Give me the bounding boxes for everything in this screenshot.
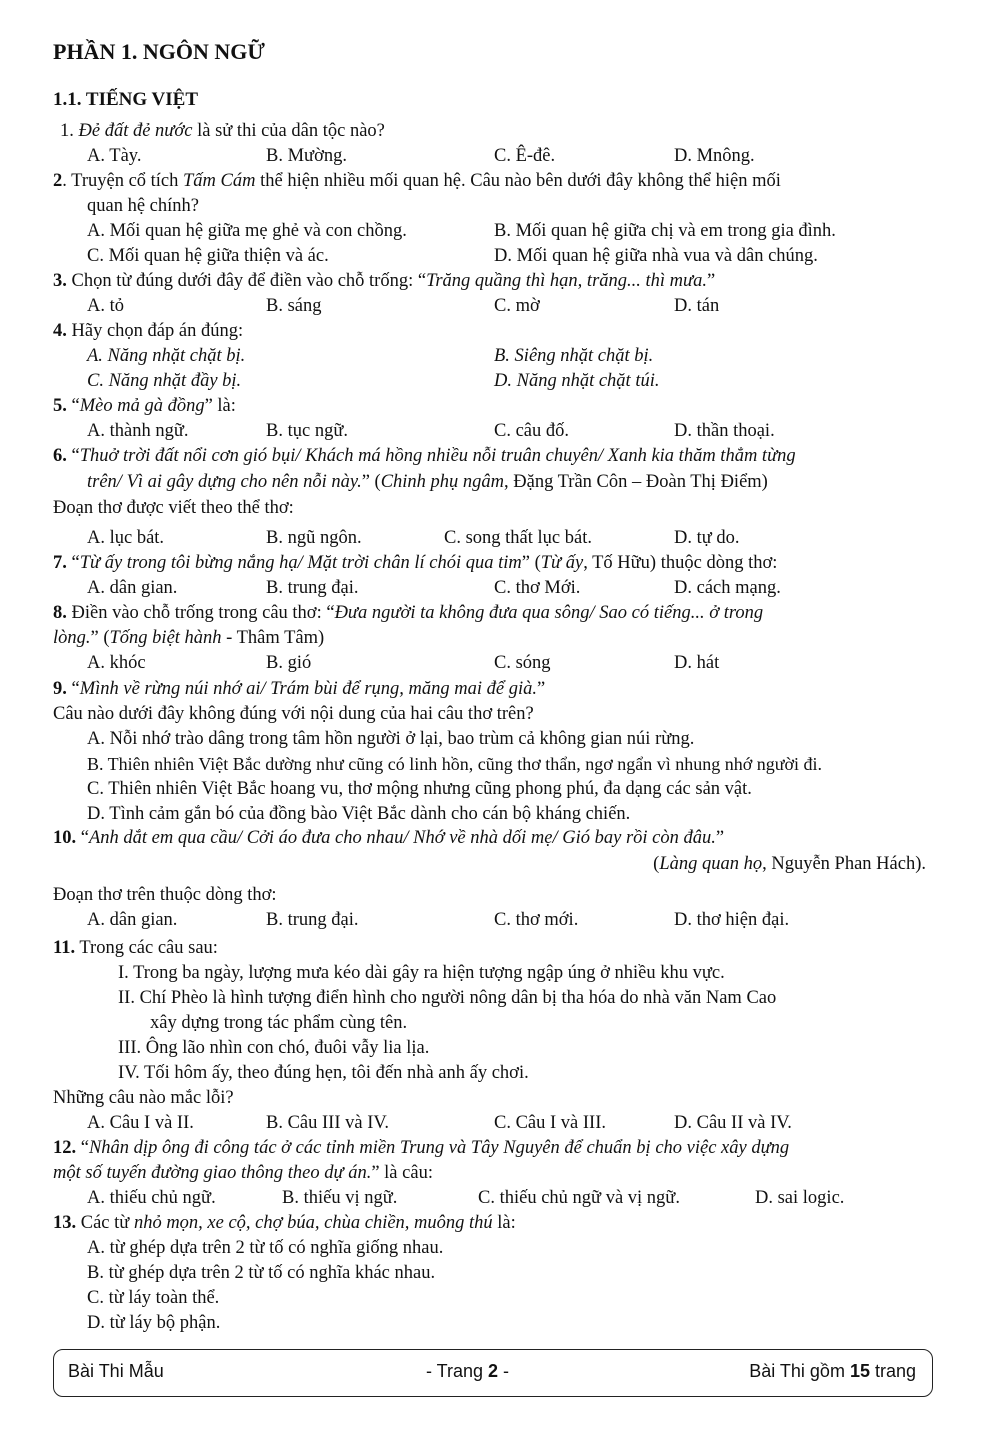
question-9-prompt: Câu nào dưới đây không đúng với nội dung của hai câu thơ trên? [53,704,534,724]
q1-option-b: B. Mường. [266,146,347,166]
q12-option-d: D. sai logic. [755,1188,845,1208]
question-12-line2: một số tuyến đường giao thông theo dự án.” là câu: [53,1163,433,1183]
question-2-line2: quan hệ chính? [87,196,199,216]
q3-option-b: B. sáng [266,296,322,316]
q11-item-3: III. Ông lão nhìn con chó, đuôi vẫy lia lịa. [118,1038,430,1058]
q11-option-c: C. Câu I và III. [494,1113,606,1133]
section-title: PHẦN 1. NGÔN NGỮ [53,39,265,64]
question-6-line2: trên/ Vì ai gây dựng cho nên nỗi này.” (Chinh phụ ngâm, Đặng Trần Côn – Đoàn Thị Điểm) [87,472,768,492]
q7-option-a: A. dân gian. [87,578,178,598]
q9-option-a: A. Nỗi nhớ trào dâng trong tâm hồn người ở lại, bao trùm cả không gian núi rừng. [87,729,695,749]
q8-option-d: D. hát [674,653,720,673]
q12-option-c: C. thiếu chủ ngữ và vị ngữ. [478,1188,680,1208]
q11-item-1: I. Trong ba ngày, lượng mưa kéo dài gây ra hiện tượng ngập úng ở nhiều khu vực. [118,963,725,983]
q7-option-c: C. thơ Mới. [494,578,581,598]
q2-option-c: C. Mối quan hệ giữa thiện và ác. [87,246,329,266]
question-6: 6. “Thuở trời đất nổi cơn gió bụi/ Khách má hồng nhiều nỗi truân chuyên/ Xanh kia thăm thẳm từng [53,446,796,466]
footer-left: Bài Thi Mẫu [68,1361,164,1381]
subsection-title: 1.1. TIẾNG VIỆT [53,89,199,110]
q4-option-d: D. Năng nhặt chặt túi. [494,371,660,391]
q2-option-a: A. Mối quan hệ giữa mẹ ghẻ và con chồng. [87,221,407,241]
q13-option-a: A. từ ghép dựa trên 2 từ tố có nghĩa giống nhau. [87,1238,444,1258]
q12-option-b: B. thiếu vị ngữ. [282,1188,398,1208]
q7-option-b: B. trung đại. [266,578,359,598]
q4-option-a: A. Năng nhặt chặt bị. [87,346,246,366]
q3-option-c: C. mờ [494,296,540,316]
q4-option-b: B. Siêng nhặt chặt bị. [494,346,654,366]
q10-option-b: B. trung đại. [266,910,359,930]
q11-item-2: II. Chí Phèo là hình tượng điển hình cho người nông dân bị tha hóa do nhà văn Nam Cao [118,988,777,1008]
q6-option-b: B. ngũ ngôn. [266,528,362,548]
question-11: 11. Trong các câu sau: [53,938,218,958]
question-7: 7. “Từ ấy trong tôi bừng nắng hạ/ Mặt trời chân lí chói qua tim” (Từ ấy, Tố Hữu) thuộc dòng thơ: [53,553,778,573]
footer-total-pages: Bài Thi gồm 15 trang [749,1361,916,1381]
question-8: 8. Điền vào chỗ trống trong câu thơ: “Đưa người ta không đưa qua sông/ Sao có tiếng... ở trong [53,603,764,623]
question-1: 1. Đẻ đất đẻ nước là sử thi của dân tộc nào? [60,121,385,141]
q3-option-a: A. tỏ [87,296,124,316]
question-5: 5. “Mèo mả gà đồng” là: [53,396,236,416]
q6-option-a: A. lục bát. [87,528,165,548]
question-9: 9. “Mình về rừng núi nhớ ai/ Trám bùi để rụng, măng mai để già.” [53,679,546,699]
q3-option-d: D. tán [674,296,720,316]
q5-option-d: D. thần thoại. [674,421,775,441]
q1-option-d: D. Mnông. [674,146,755,166]
q10-option-d: D. thơ hiện đại. [674,910,790,930]
q13-option-b: B. từ ghép dựa trên 2 từ tố có nghĩa khác nhau. [87,1263,436,1283]
question-10-source: (Làng quan họ, Nguyễn Phan Hách). [653,854,926,874]
q10-option-c: C. thơ mới. [494,910,579,930]
page-footer [53,1349,933,1397]
question-10-prompt: Đoạn thơ trên thuộc dòng thơ: [53,885,277,905]
question-6-prompt: Đoạn thơ được viết theo thể thơ: [53,498,294,518]
q5-option-a: A. thành ngữ. [87,421,189,441]
q9-option-c: C. Thiên nhiên Việt Bắc hoang vu, thơ mộng nhưng cũng phong phú, đa dạng các sản vật. [87,779,752,799]
q8-option-b: B. gió [266,653,312,673]
q2-option-d: D. Mối quan hệ giữa nhà vua và dân chúng. [494,246,818,266]
q8-option-a: A. khóc [87,653,146,673]
q1-option-c: C. Ê-đê. [494,146,556,166]
q10-option-a: A. dân gian. [87,910,178,930]
q12-option-a: A. thiếu chủ ngữ. [87,1188,216,1208]
question-8-line2: lòng.” (Tống biệt hành - Thâm Tâm) [53,628,325,648]
question-11-prompt: Những câu nào mắc lỗi? [53,1088,234,1108]
question-3: 3. Chọn từ đúng dưới đây để điền vào chỗ trống: “Trăng quầng thì hạn, trăng... thì mưa.” [53,271,716,291]
q8-option-c: C. sóng [494,653,551,673]
q11-item-4: IV. Tối hôm ấy, theo đúng hẹn, tôi đến nhà anh ấy chơi. [118,1063,529,1083]
q5-option-b: B. tục ngữ. [266,421,348,441]
question-4: 4. Hãy chọn đáp án đúng: [53,321,244,341]
question-10: 10. “Anh dắt em qua cầu/ Cởi áo đưa cho nhau/ Nhớ về nhà dối mẹ/ Gió bay rồi còn đâu.” [53,828,725,848]
question-12: 12. “Nhân dịp ông đi công tác ở các tỉnh miền Trung và Tây Nguyên để chuẩn bị cho việc xây dựng [53,1138,790,1158]
q11-item-2-cont: xây dựng trong tác phẩm cùng tên. [150,1013,408,1033]
q2-option-b: B. Mối quan hệ giữa chị và em trong gia đình. [494,221,836,241]
q11-option-d: D. Câu II và IV. [674,1113,792,1133]
q11-option-b: B. Câu III và IV. [266,1113,389,1133]
q6-option-d: D. tự do. [674,528,740,548]
q7-option-d: D. cách mạng. [674,578,781,598]
q9-option-d: D. Tình cảm gắn bó của đồng bào Việt Bắc dành cho cán bộ kháng chiến. [87,804,631,824]
q5-option-c: C. câu đố. [494,421,570,441]
question-13: 13. Các từ nhỏ mọn, xe cộ, chợ búa, chùa chiền, muông thú là: [53,1213,516,1233]
q11-option-a: A. Câu I và II. [87,1113,194,1133]
q9-option-b: B. Thiên nhiên Việt Bắc dường như cũng có linh hồn, cũng thơ thẩn, ngơ ngẩn vì nhung nhớ người đi. [87,754,823,774]
footer-page-number: - Trang 2 - [426,1361,510,1381]
q4-option-c: C. Năng nhặt đầy bị. [87,371,242,391]
q6-option-c: C. song thất lục bát. [444,528,592,548]
question-2: 2. Truyện cổ tích Tấm Cám thể hiện nhiều mối quan hệ. Câu nào bên dưới đây không thể hiện mối [53,171,781,191]
q1-option-a: A. Tày. [87,146,142,166]
q13-option-d: D. từ láy bộ phận. [87,1313,221,1333]
q13-option-c: C. từ láy toàn thể. [87,1288,220,1308]
